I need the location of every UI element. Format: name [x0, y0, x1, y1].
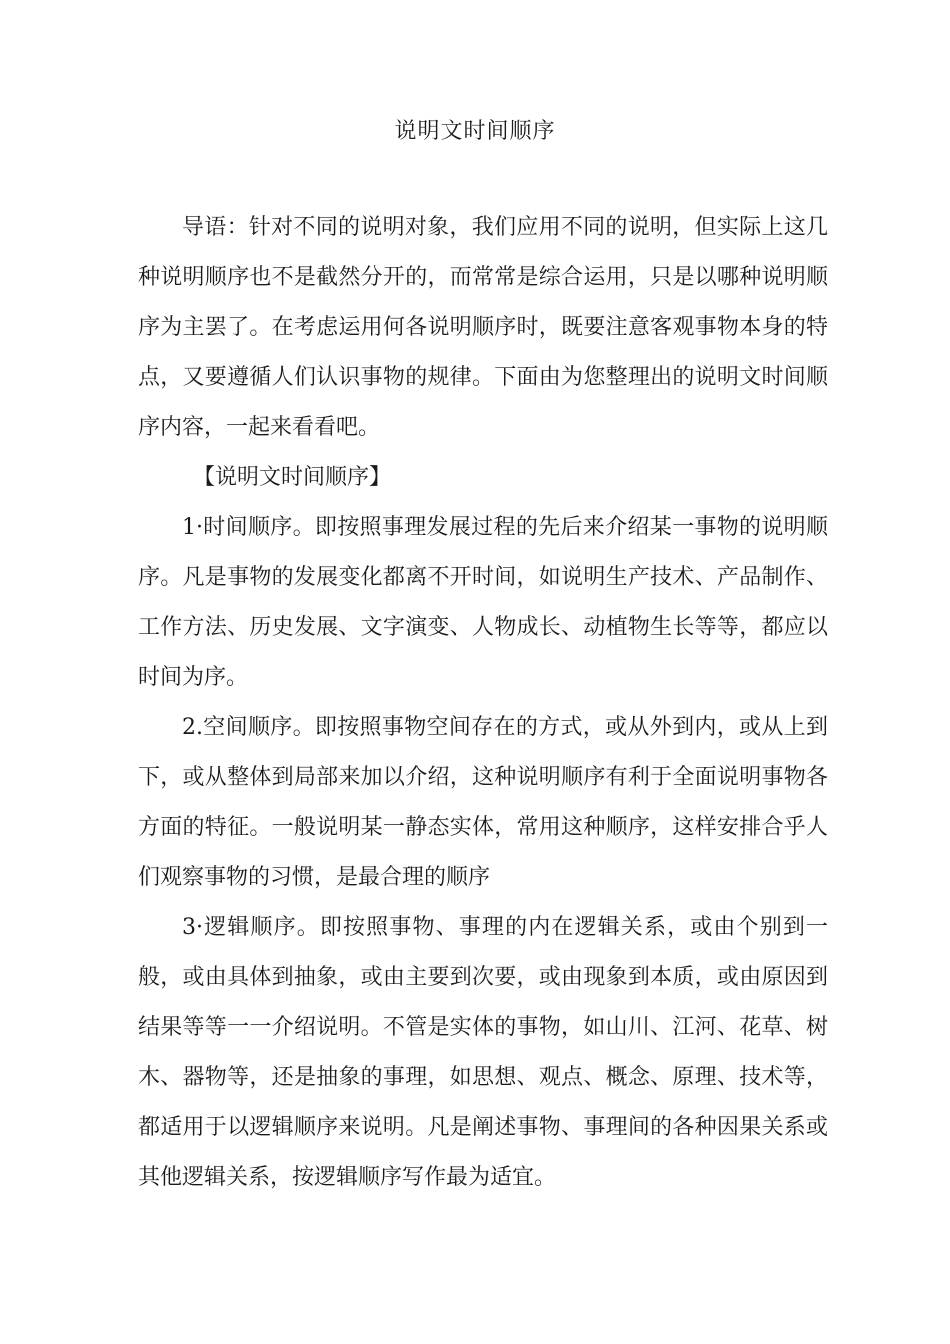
- document-body: [138, 203, 828, 1203]
- paragraph-logic-order: 3·逻辑顺序。即按照事物、事理的内在逻辑关系，或由个别到一般，或由具体到抽象，或由主要到次要，或由现象到本质，或由原因到结果等等一一介绍说明。不管是实体的事物，如山川、江河、花草、树木、器物等，还是抽象的事理，如思想、观点、概念、原理、技术等，都适用于以逻辑顺序来说明。凡是阐述事物、事理间的各种因果关系或其他逻辑关系，按逻辑顺序写作最为适宜。: [138, 915, 828, 1190]
- document-title: 说明文时间顺序: [394, 119, 556, 144]
- intro-paragraph: 导语：针对不同的说明对象，我们应用不同的说明，但实际上这几种说明顺序也不是截然分开的，而常常是综合运用，只是以哪种说明顺序为主罢了。在考虑运用何各说明顺序时，既要注意客观事物本身的特点，又要遵循人们认识事物的规律。下面由为您整理出的说明文时间顺序内容，一起来看看吧。: [138, 215, 828, 440]
- section-heading: 【说明文时间顺序】: [193, 465, 392, 490]
- paragraph-time-order: 1·时间顺序。即按照事理发展过程的先后来介绍某一事物的说明顺序。凡是事物的发展变化都离不开时间，如说明生产技术、产品制作、工作方法、历史发展、文字演变、人物成长、动植物生长等等，都应以时间为序。: [138, 515, 828, 690]
- paragraph-space-order: 2.空间顺序。即按照事物空间存在的方式，或从外到内，或从上到下，或从整体到局部来加以介绍，这种说明顺序有利于全面说明事物各方面的特征。一般说明某一静态实体，常用这种顺序，这样安排合乎人们观察事物的习惯，是最合理的顺序: [138, 715, 828, 890]
